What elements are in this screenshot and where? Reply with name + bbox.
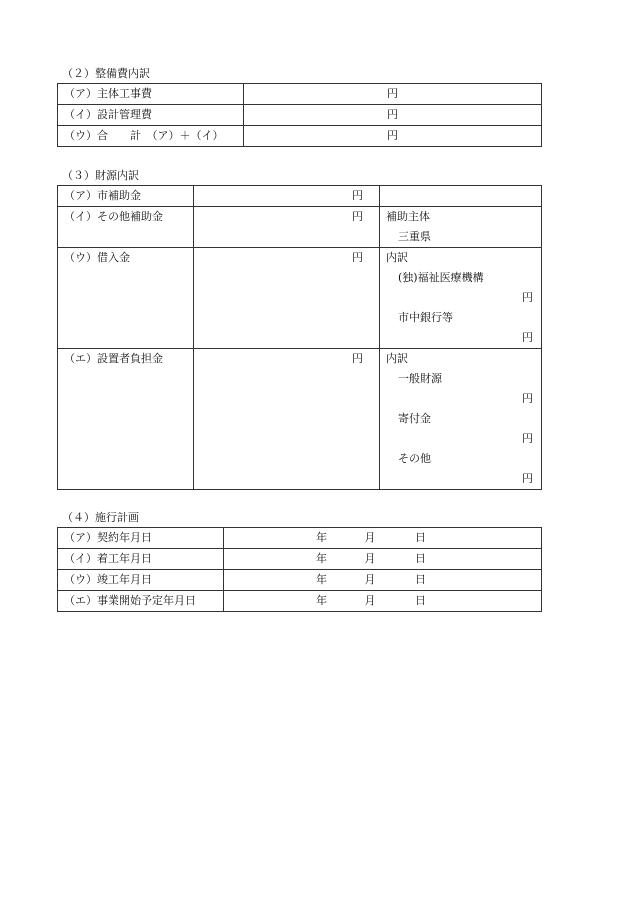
row-label: （エ）設置者負担金 [58, 349, 194, 490]
amount-cell: 円 [244, 84, 542, 105]
month-unit: 月 [364, 573, 376, 586]
day-unit: 日 [415, 573, 426, 586]
year-unit: 年 [316, 552, 327, 565]
note-line: その他 [398, 452, 431, 465]
date-cell [224, 528, 542, 549]
table-row [58, 528, 542, 549]
table-row [58, 248, 542, 349]
amount-cell: 円 [194, 186, 380, 207]
year-unit: 年 [316, 573, 327, 586]
note-unit: 円 [522, 472, 533, 485]
note-line: 補助主体 [386, 210, 430, 223]
note-line: 市中銀行等 [398, 311, 453, 324]
row-label: （イ）その他補助金 [58, 207, 194, 248]
schedule-table [57, 527, 542, 612]
table-row [58, 349, 542, 490]
day-unit: 日 [415, 552, 426, 565]
note-line: 寄付金 [398, 412, 431, 425]
note-title: 内訳 [386, 251, 408, 264]
amount-cell: 円 [244, 105, 542, 126]
note-unit: 円 [522, 291, 533, 304]
table-row [58, 105, 542, 126]
month-unit: 月 [364, 552, 376, 565]
note-cell [380, 248, 542, 349]
date-cell [224, 591, 542, 612]
note-title: 内訳 [386, 352, 408, 365]
section-2-title: （２）整備費内訳 [62, 67, 150, 80]
amount-cell: 円 [194, 349, 380, 490]
section-4-title: （４）施行計画 [62, 511, 139, 524]
note-line: (独)福祉医療機構 [398, 271, 484, 284]
row-label: （ウ）竣工年月日 [58, 570, 224, 591]
note-line: 一般財源 [398, 372, 442, 385]
month-unit: 月 [364, 531, 376, 544]
table-row [58, 591, 542, 612]
note-unit: 円 [522, 392, 533, 405]
row-label: （ア）市補助金 [58, 186, 194, 207]
note-unit: 円 [522, 432, 533, 445]
note-cell [380, 349, 542, 490]
day-unit: 日 [415, 594, 426, 607]
year-unit: 年 [316, 594, 327, 607]
row-label: （ウ）借入金 [58, 248, 194, 349]
table-row [58, 126, 542, 147]
note-cell [380, 186, 542, 207]
table-row [58, 207, 542, 248]
month-unit: 月 [364, 594, 376, 607]
table-row [58, 84, 542, 105]
table-row [58, 549, 542, 570]
funding-table [57, 185, 542, 490]
table-row [58, 570, 542, 591]
amount-cell: 円 [244, 126, 542, 147]
table-row [58, 186, 542, 207]
day-unit: 日 [415, 531, 426, 544]
amount-cell: 円 [194, 207, 380, 248]
note-unit: 円 [522, 331, 533, 344]
row-label: （エ）事業開始予定年月日 [58, 591, 224, 612]
row-label: （イ）設計管理費 [58, 105, 244, 126]
note-cell [380, 207, 542, 248]
year-unit: 年 [316, 531, 327, 544]
section-3-title: （３）財源内訳 [62, 169, 139, 182]
date-cell [224, 570, 542, 591]
row-label: （ア）主体工事費 [58, 84, 244, 105]
row-label: （ア）契約年月日 [58, 528, 224, 549]
row-label: （ウ）合 計 （ア）＋（イ） [58, 126, 244, 147]
date-cell [224, 549, 542, 570]
note-line: 三重県 [398, 230, 431, 243]
maintenance-cost-table [57, 83, 542, 147]
amount-cell: 円 [194, 248, 380, 349]
row-label: （イ）着工年月日 [58, 549, 224, 570]
